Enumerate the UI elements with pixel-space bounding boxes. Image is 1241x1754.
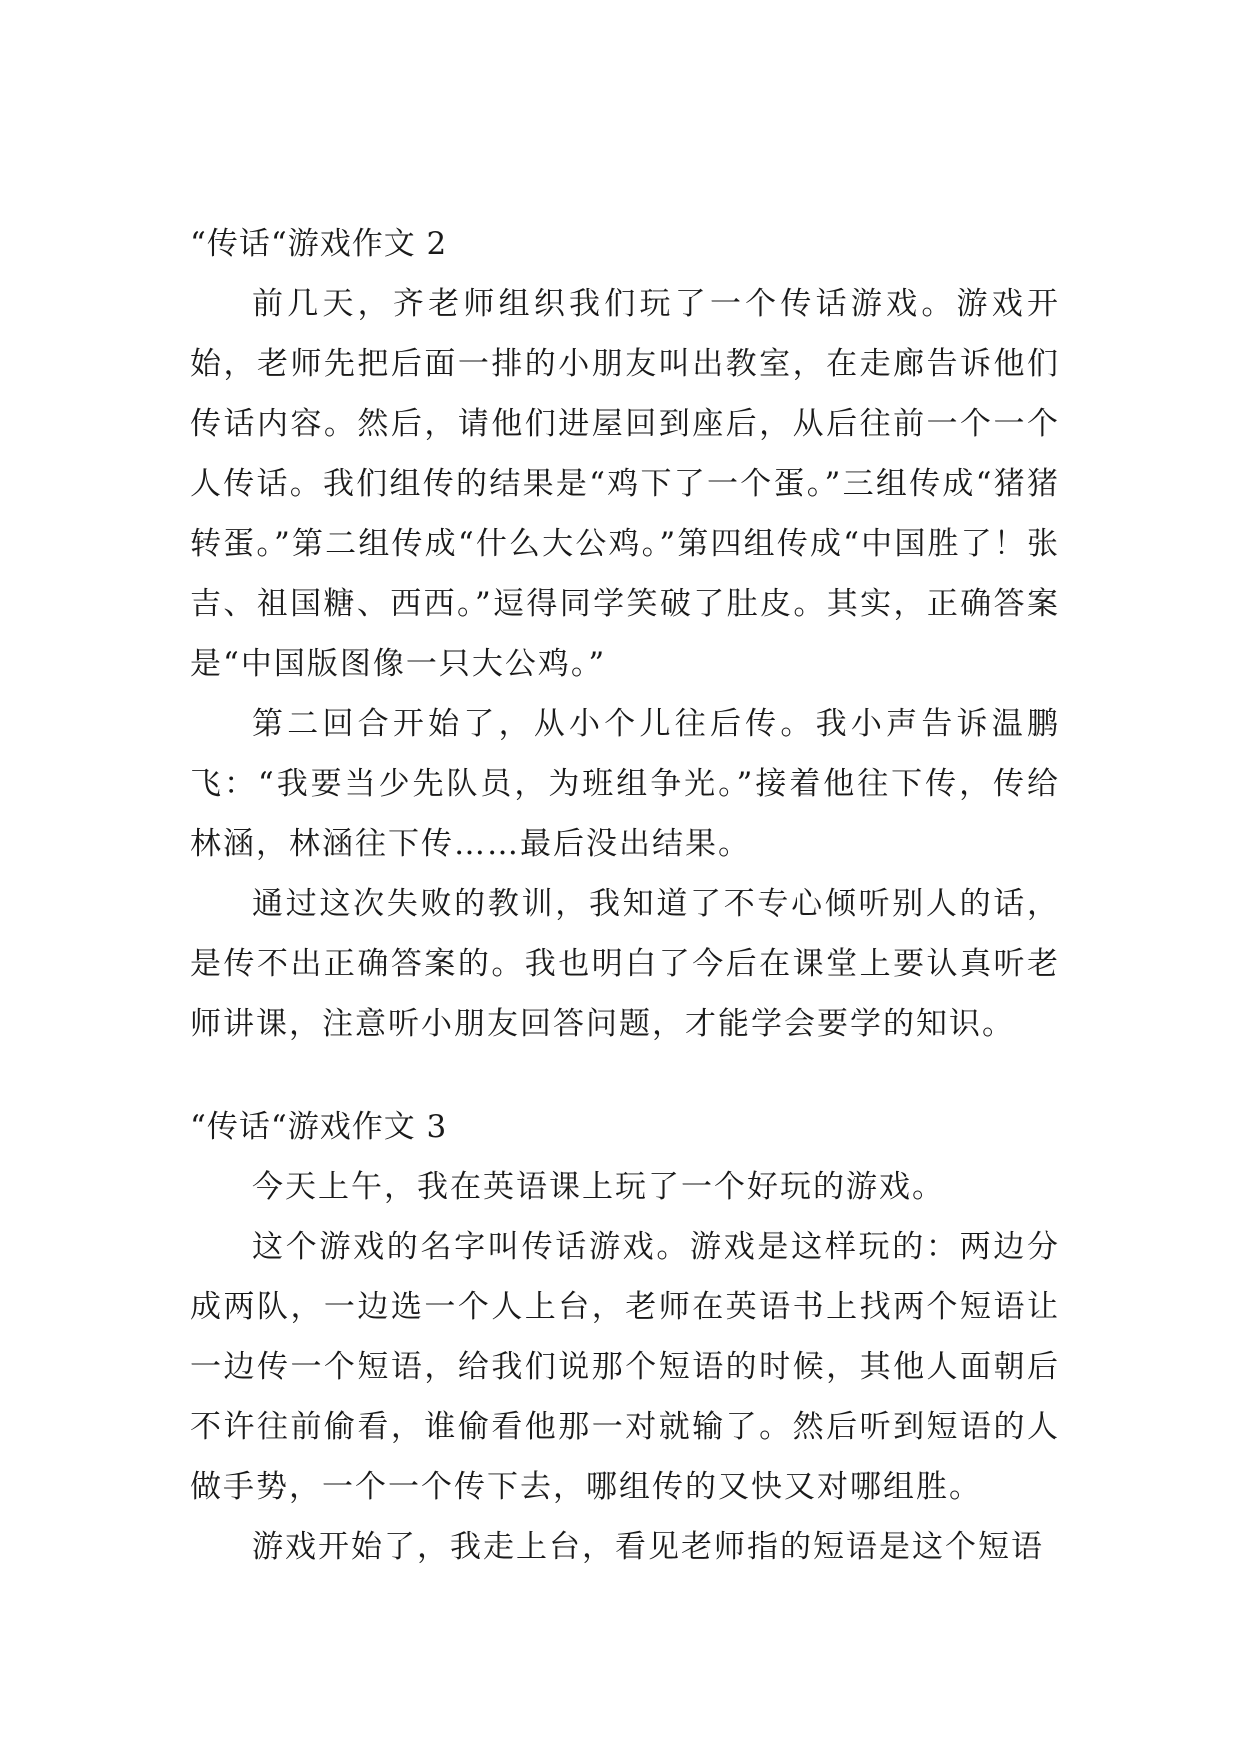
essay-paragraph: 第二回合开始了，从小个儿往后传。我小声告诉温鹏飞：“我要当少先队员，为班组争光。”接着他往下传，传给林涵，林涵往下传……最后没出结果。 <box>190 706 1060 862</box>
essay-heading: “传话“游戏作文 2 <box>190 226 448 262</box>
essay-paragraph: 前几天，齐老师组织我们玩了一个传话游戏。游戏开始，老师先把后面一排的小朋友叫出教室，在走廊告诉他们传话内容。然后，请他们进屋回到座后，从后往前一个一个人传话。我们组传的结果是“鸡下了一个蛋。”三组传成“猪猪转蛋。”第二组传成“什么大公鸡。”第四组传成“中国胜了！张吉、祖国糖、西西。”逗得同学笑破了肚皮。其实，正确答案是“中国版图像一只大公鸡。” <box>190 286 1060 682</box>
essay-section-3 <box>190 1097 1060 1577</box>
essay-paragraph: 游戏开始了，我走上台，看见老师指的短语是这个短语 <box>252 1529 1044 1565</box>
essay-paragraph: 通过这次失败的教训，我知道了不专心倾听别人的话，是传不出正确答案的。我也明白了今后在课堂上要认真听老师讲课，注意听小朋友回答问题，才能学会要学的知识。 <box>190 886 1060 1042</box>
essay-paragraph: 这个游戏的名字叫传话游戏。游戏是这样玩的：两边分成两队，一边选一个人上台，老师在英语书上找两个短语让一边传一个短语，给我们说那个短语的时候，其他人面朝后不许往前偷看，谁偷看他那一对就输了。然后听到短语的人做手势，一个一个传下去，哪组传的又快又对哪组胜。 <box>190 1229 1060 1505</box>
essay-paragraph: 今天上午，我在英语课上玩了一个好玩的游戏。 <box>252 1169 945 1205</box>
essay-heading: “传话“游戏作文 3 <box>190 1109 448 1145</box>
essay-section-2 <box>190 214 1060 1054</box>
